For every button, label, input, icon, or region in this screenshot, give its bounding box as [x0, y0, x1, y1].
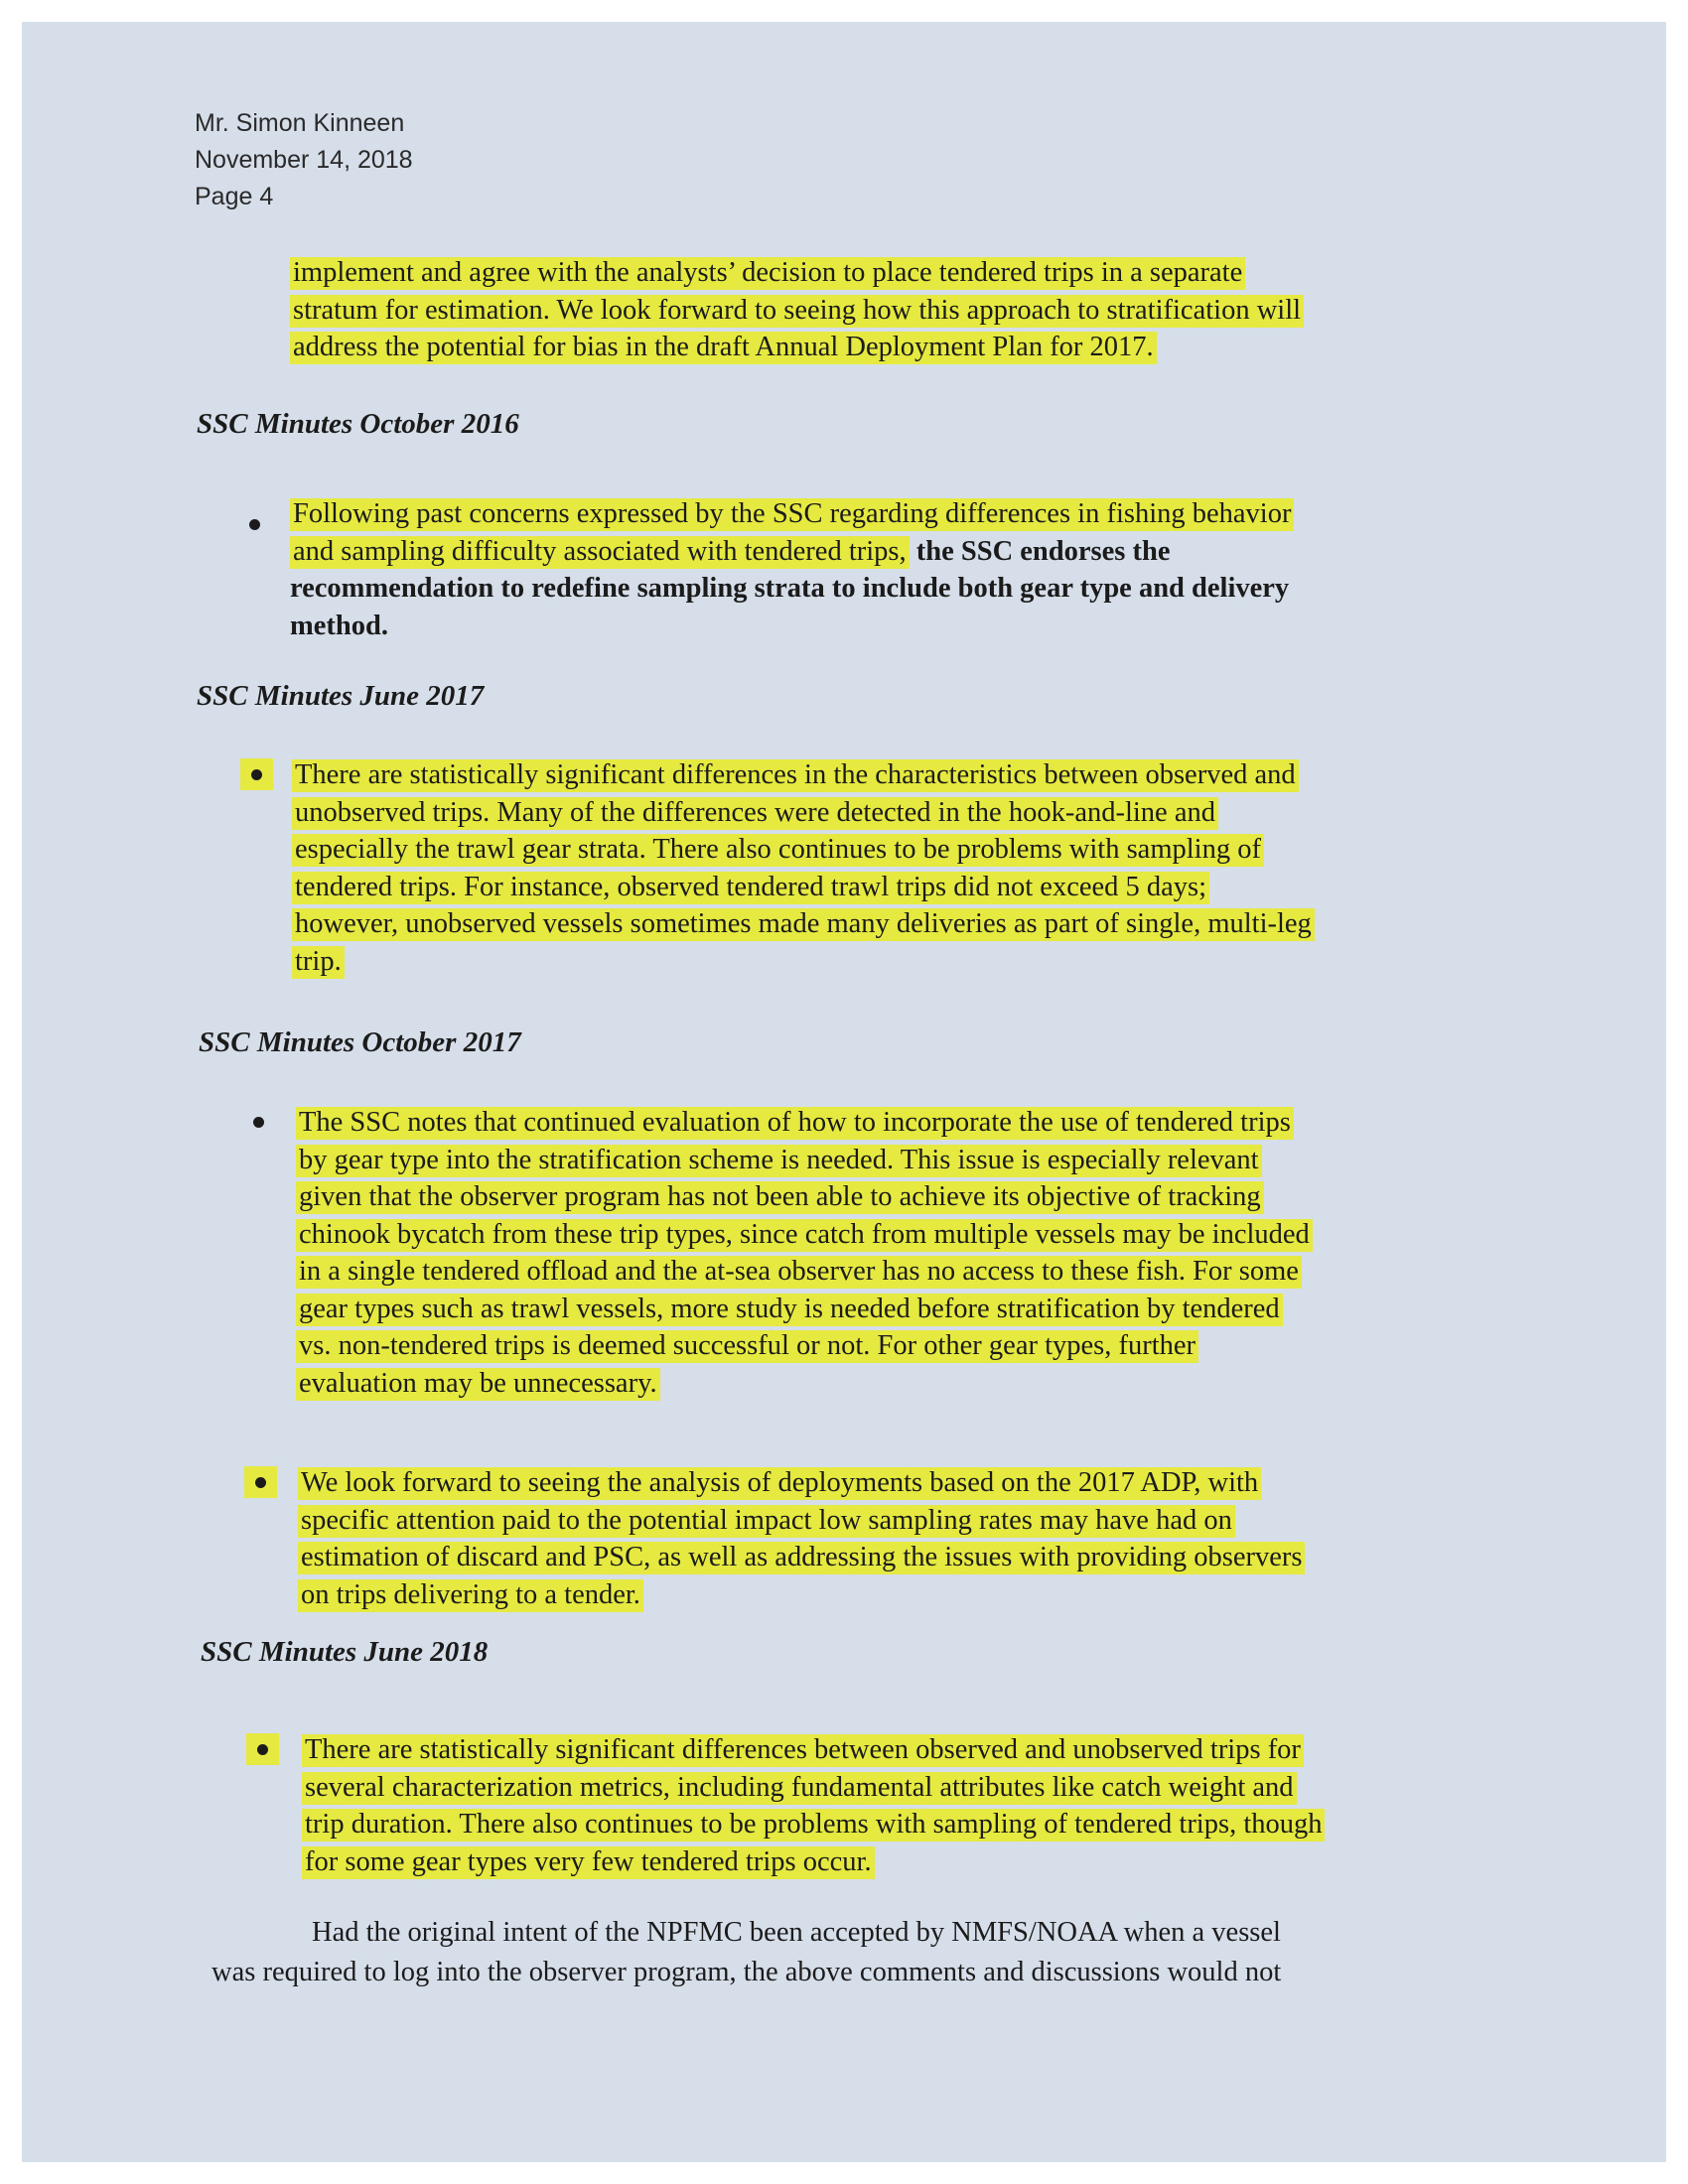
bullet-line-bold: method.: [290, 610, 388, 641]
bullet-line: given that the observer program has not been able to achieve its objective of tracking: [296, 1181, 1264, 1214]
bullet-icon: [251, 769, 262, 780]
intro-line: stratum for estimation. We look forward to seeing how this approach to stratification will: [290, 295, 1304, 328]
bullet-text-jun-2017: [292, 756, 1315, 980]
bullet-line: evaluation may be unnecessary.: [296, 1368, 660, 1401]
bullet-icon: [253, 1117, 264, 1128]
bullet-line: trip duration. There also continues to be problems with sampling of tendered trips, though: [302, 1809, 1325, 1842]
document-page: [22, 22, 1666, 2162]
bullet-text-oct-2016: [290, 495, 1294, 644]
section-heading-oct-2016: SSC Minutes October 2016: [197, 408, 519, 440]
bullet-line-bold: recommendation to redefine sampling strata to include both gear type and delivery: [290, 573, 1290, 604]
bullet-line: tendered trips. For instance, observed tendered trawl trips did not exceed 5 days;: [292, 872, 1209, 904]
section-heading-oct-2017: SSC Minutes October 2017: [199, 1026, 521, 1058]
bullet-line: gear types such as trawl vessels, more study is needed before stratification by tendered: [296, 1294, 1283, 1326]
bullet-icon: [255, 1477, 266, 1488]
letter-date: November 14, 2018: [195, 146, 413, 174]
bullet-line: vs. non-tendered trips is deemed successful or not. For other gear types, further: [296, 1330, 1198, 1363]
bullet-text-jun-2018: [302, 1731, 1325, 1880]
bullet-line: chinook bycatch from these trip types, since catch from multiple vessels may be included: [296, 1219, 1313, 1252]
bullet-text-oct-2017-b: [298, 1464, 1305, 1613]
bullet-text-oct-2017-a: [296, 1104, 1313, 1402]
bullet-icon: [257, 1744, 268, 1755]
bullet-line: for some gear types very few tendered trips occur.: [302, 1846, 875, 1879]
bullet-line: Following past concerns expressed by the SSC regarding differences in fishing behavior: [290, 498, 1294, 531]
bullet-line: There are statistically significant differences between observed and unobserved trips for: [302, 1734, 1304, 1767]
bullet-line: There are statistically significant differences in the characteristics between observed and: [292, 759, 1299, 792]
closing-line-2: was required to log into the observer program, the above comments and discussions would not: [211, 1957, 1282, 1987]
bullet-line: specific attention paid to the potential impact low sampling rates may have had on: [298, 1505, 1235, 1538]
bullet-line: especially the trawl gear strata. There also continues to be problems with sampling of: [292, 834, 1264, 867]
bullet-line: trip.: [292, 946, 345, 979]
bullet-line-bold: the SSC endorses the: [909, 535, 1171, 567]
bullet-icon: [249, 519, 260, 530]
bullet-line: by gear type into the stratification scheme is needed. This issue is especially relevant: [296, 1145, 1262, 1177]
section-heading-jun-2017: SSC Minutes June 2017: [197, 680, 485, 712]
page-number: Page 4: [195, 183, 274, 210]
intro-paragraph: [290, 254, 1304, 366]
bullet-line: in a single tendered offload and the at-sea observer has no access to these fish. For some: [296, 1256, 1302, 1289]
section-heading-jun-2018: SSC Minutes June 2018: [201, 1636, 489, 1668]
closing-line-1: Had the original intent of the NPFMC been accepted by NMFS/NOAA when a vessel: [312, 1917, 1281, 1948]
bullet-line: We look forward to seeing the analysis of deployments based on the 2017 ADP, with: [298, 1467, 1261, 1500]
bullet-line: however, unobserved vessels sometimes made many deliveries as part of single, multi-leg: [292, 908, 1315, 941]
bullet-line: several characterization metrics, including fundamental attributes like catch weight and: [302, 1772, 1297, 1805]
bullet-line: estimation of discard and PSC, as well as addressing the issues with providing observers: [298, 1542, 1305, 1574]
recipient-name: Mr. Simon Kinneen: [195, 109, 405, 137]
bullet-line: on trips delivering to a tender.: [298, 1579, 643, 1612]
bullet-line: The SSC notes that continued evaluation of how to incorporate the use of tendered trips: [296, 1107, 1294, 1140]
intro-line: address the potential for bias in the draft Annual Deployment Plan for 2017.: [290, 332, 1157, 364]
intro-line: implement and agree with the analysts’ decision to place tendered trips in a separate: [290, 257, 1245, 290]
bullet-line: and sampling difficulty associated with tendered trips,: [290, 536, 910, 569]
bullet-line: unobserved trips. Many of the differences were detected in the hook-and-line and: [292, 797, 1218, 830]
